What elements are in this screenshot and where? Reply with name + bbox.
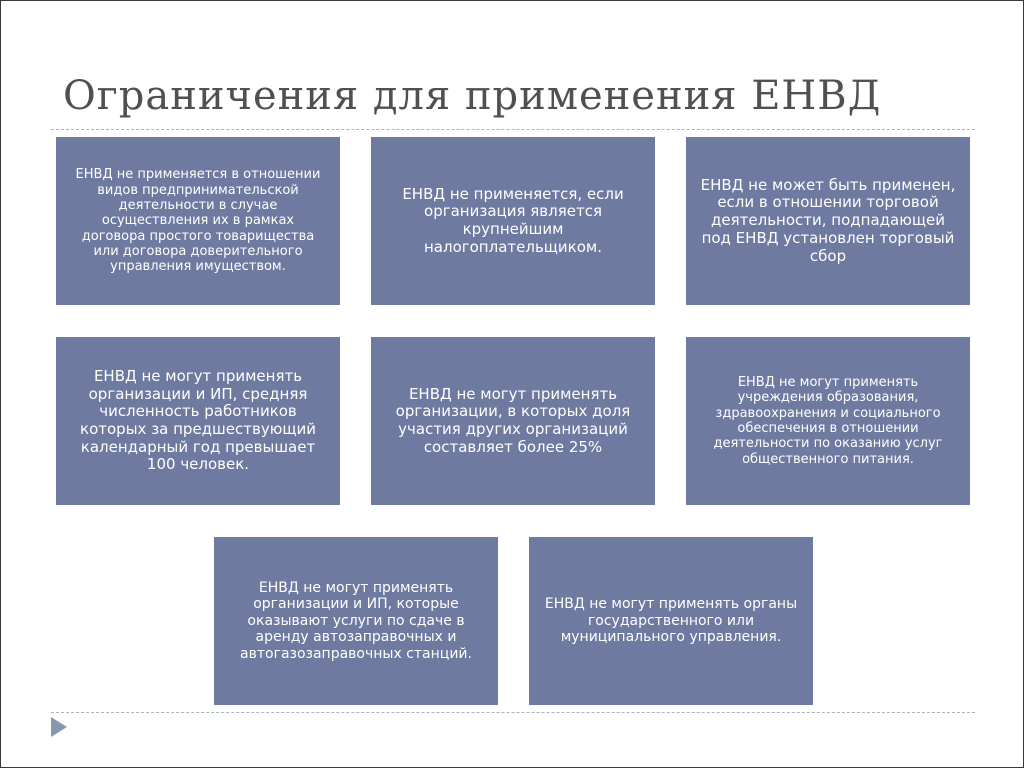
restriction-text-7: ЕНВД не могут применять организации и ИП, которые оказывают услуги по сдаче в аренду автозаправочных и автогазозаправочных станций. <box>240 579 472 662</box>
restriction-text-2: ЕНВД не применяется, если организация является крупнейшим налогоплательщиком. <box>402 184 624 256</box>
restriction-box-8 <box>529 537 813 705</box>
restriction-text-4: ЕНВД не могут применять организации и ИП, средняя численность работников которых за предшествующий календарный год превышает 100 человек. <box>80 366 316 474</box>
restriction-box-1 <box>56 137 340 305</box>
footer-divider <box>51 712 975 713</box>
restriction-text-1: ЕНВД не применяется в отношении видов предпринимательской деятельности в случае осуществления их в рамках договора простого товарищества или договора доверительного управления имуществом. <box>75 167 321 275</box>
restriction-box-2 <box>371 137 655 305</box>
restriction-box-5 <box>371 337 655 505</box>
restriction-box-7 <box>214 537 498 705</box>
triangle-right-icon[interactable] <box>51 717 67 737</box>
slide-title: Ограничения для применения ЕНВД <box>63 73 882 119</box>
restriction-text-6: ЕНВД не могут применять учреждения образования, здравоохранения и социального обеспечения в отношении деятельности по оказанию услуг общественного питания. <box>713 375 943 467</box>
title-divider <box>51 129 975 130</box>
restriction-text-3: ЕНВД не может быть применен, если в отношении торговой деятельности, подпадающей под ЕНВД установлен торговый сбор <box>700 175 956 265</box>
restriction-text-5: ЕНВД не могут применять организации, в которых доля участия других организаций составляет более 25% <box>395 384 631 456</box>
restriction-box-6 <box>686 337 970 505</box>
restriction-box-4 <box>56 337 340 505</box>
restriction-text-8: ЕНВД не могут применять органы государственного или муниципального управления. <box>544 596 798 646</box>
restriction-box-3 <box>686 137 970 305</box>
